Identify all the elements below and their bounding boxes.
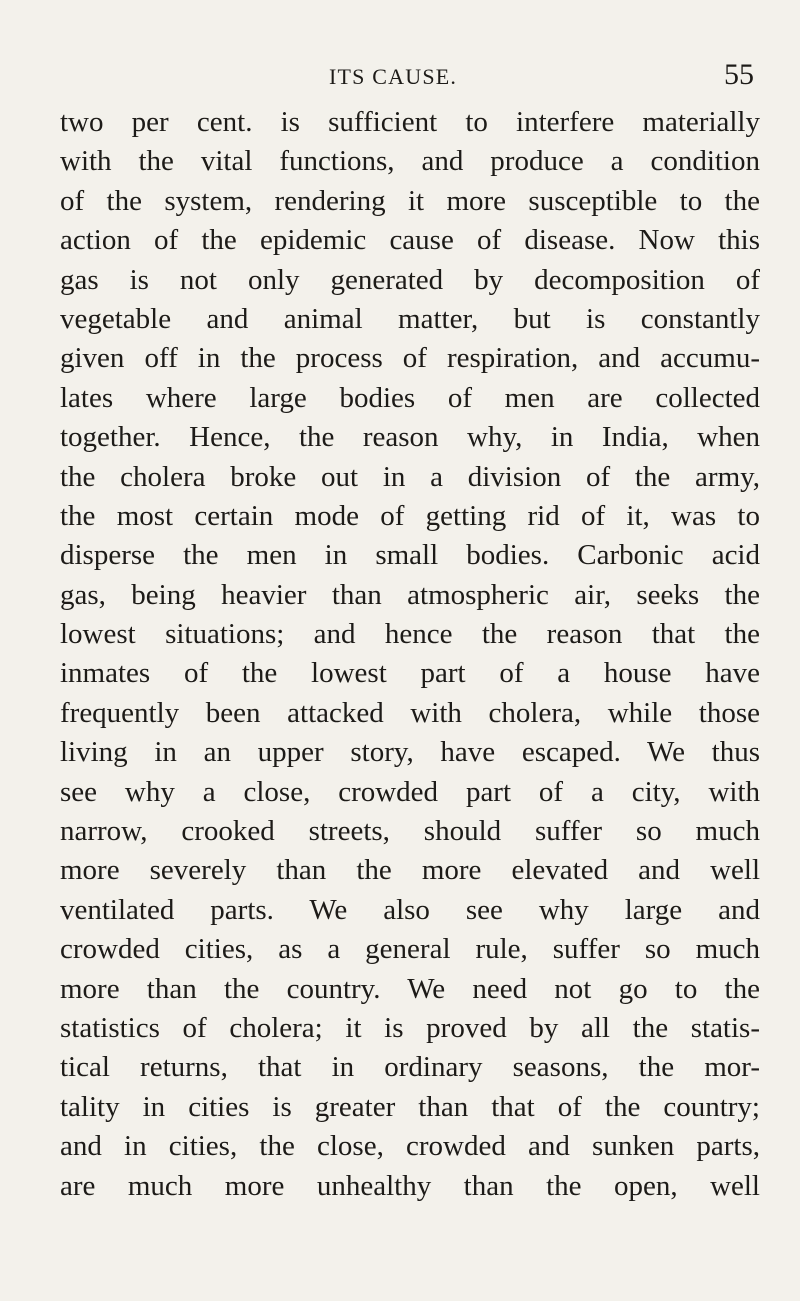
text-line: lowest situations; and hence the reason that the xyxy=(60,618,760,651)
text-line: disperse the men in small bodies. Carbonic acid xyxy=(60,539,760,572)
text-line: inmates of the lowest part of a house have xyxy=(60,657,760,690)
text-line: gas, being heavier than atmospheric air, seeks the xyxy=(60,578,760,611)
body-text xyxy=(60,103,760,1206)
text-line: statistics of cholera; it is proved by all the statis- xyxy=(60,1011,760,1044)
text-line: more than the country. We need not go to the xyxy=(60,972,760,1005)
running-title: ITS CAUSE. xyxy=(329,64,458,89)
text-line: given off in the process of respiration, and accumu- xyxy=(60,342,760,375)
text-line: together. Hence, the reason why, in India, when xyxy=(60,421,760,454)
text-line: crowded cities, as a general rule, suffer so much xyxy=(60,933,760,966)
text-line: two per cent. is sufficient to interfere materially xyxy=(60,106,760,138)
text-line: gas is not only generated by decomposition of xyxy=(60,263,760,296)
running-head xyxy=(0,58,800,98)
text-line: with the vital functions, and produce a condition xyxy=(60,145,760,178)
text-line: see why a close, crowded part of a city, with xyxy=(60,775,760,808)
text-line: living in an upper story, have escaped. We thus xyxy=(60,736,760,769)
text-line: tality in cities is greater than that of the country; xyxy=(60,1090,760,1123)
text-line: are much more unhealthy than the open, well xyxy=(60,1169,760,1202)
text-line: the cholera broke out in a division of the army, xyxy=(60,460,760,493)
text-line: frequently been attacked with cholera, while those xyxy=(60,696,760,729)
text-line: of the system, rendering it more susceptible to the xyxy=(60,184,760,217)
page-number: 55 xyxy=(724,58,754,91)
text-line: ventilated parts. We also see why large and xyxy=(60,893,760,926)
text-line: lates where large bodies of men are collected xyxy=(60,381,760,414)
text-line: tical returns, that in ordinary seasons, the mor- xyxy=(60,1051,760,1084)
text-line: the most certain mode of getting rid of it, was to xyxy=(60,499,760,532)
text-line: more severely than the more elevated and well xyxy=(60,854,760,887)
text-line: and in cities, the close, crowded and sunken parts, xyxy=(60,1130,760,1163)
text-line: action of the epidemic cause of disease. Now this xyxy=(60,224,760,257)
text-line: narrow, crooked streets, should suffer so much xyxy=(60,815,760,848)
text-line: vegetable and animal matter, but is constantly xyxy=(60,302,760,335)
